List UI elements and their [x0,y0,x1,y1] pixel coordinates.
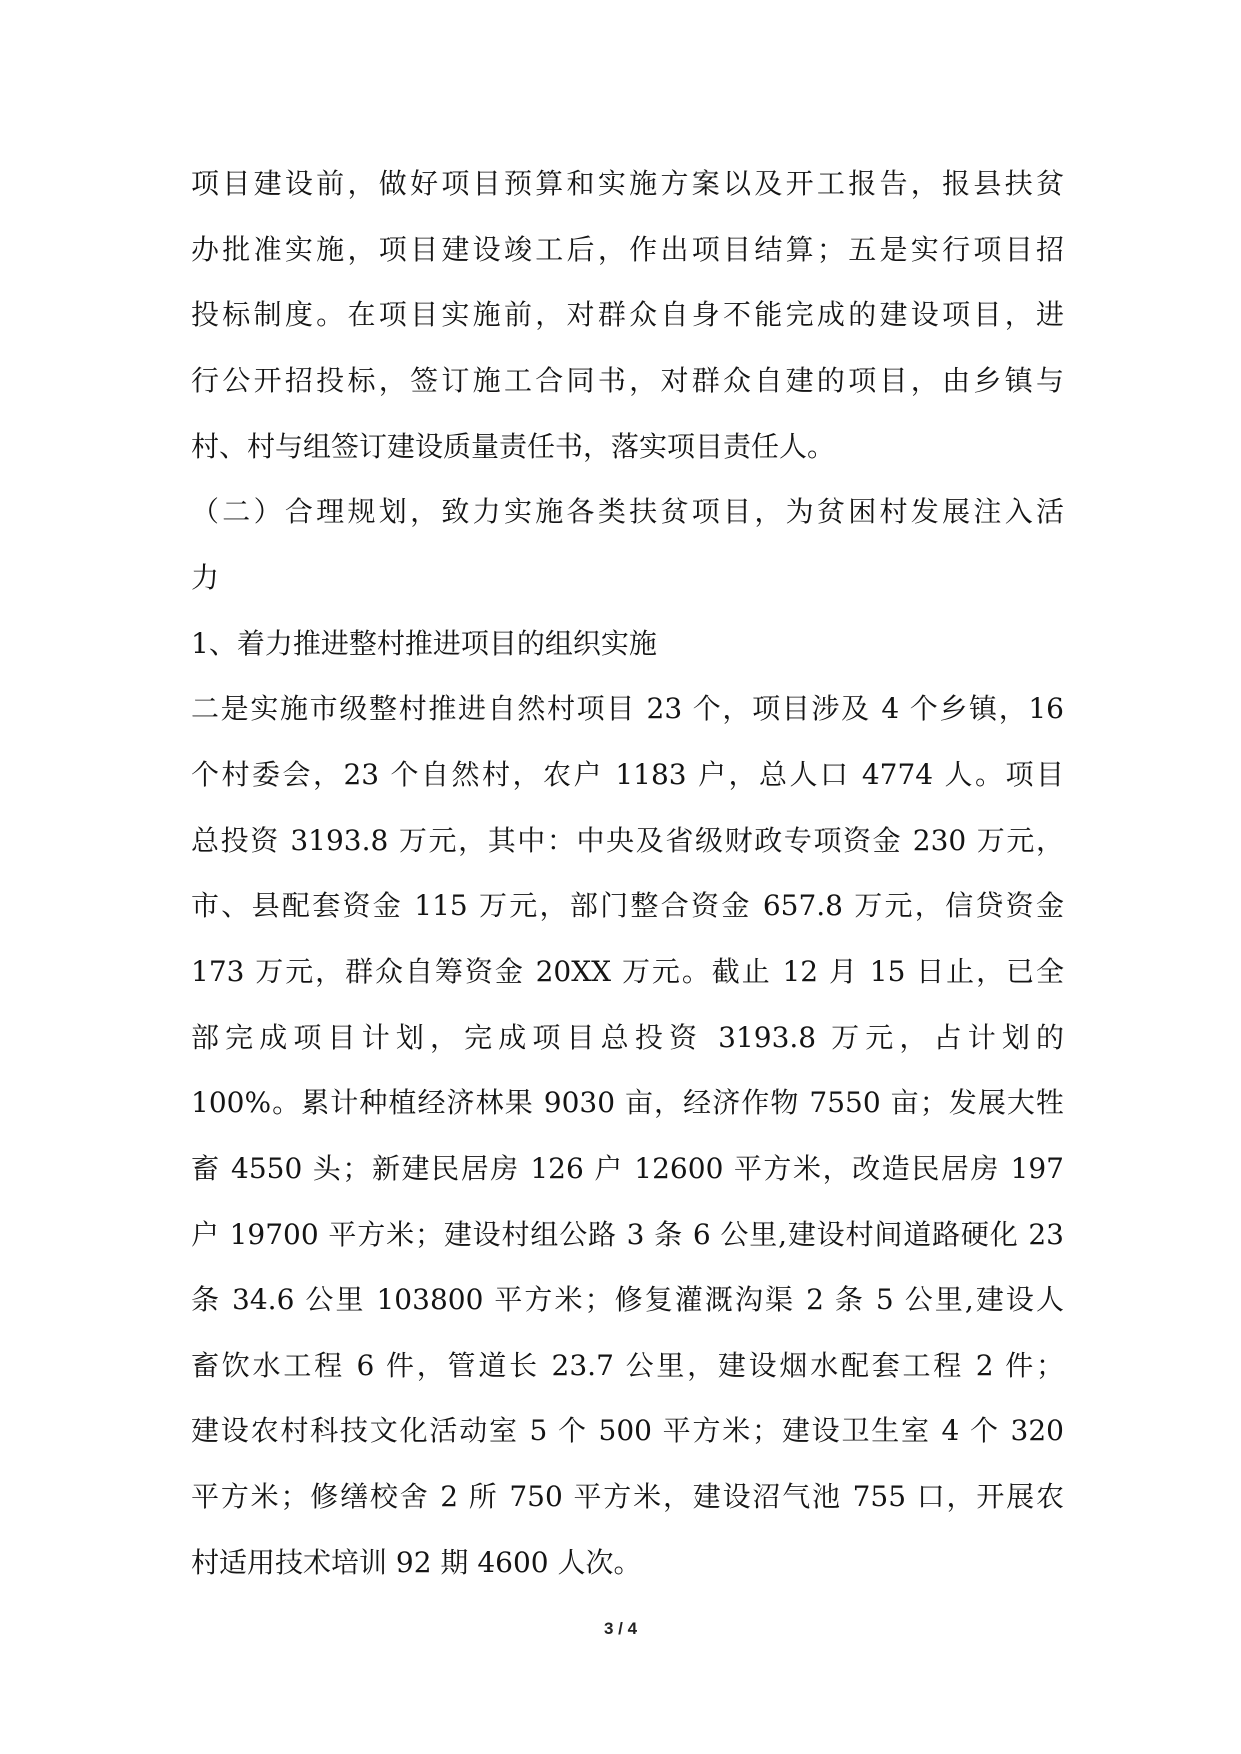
text-line: 户 19700 平方米；建设村组公路 3 条 6 公里,建设村间道路硬化 23 [191,1217,1064,1251]
text-line: 建设农村科技文化活动室 5 个 500 平方米；建设卫生室 4 个 320 [191,1414,1064,1448]
text-line: 二是实施市级整村推进自然村项目 23 个，项目涉及 4 个乡镇，16 [191,692,1064,726]
text-line: 畜 4550 头；新建民居房 126 户 12600 平方米，改造民居房 197 [191,1151,1064,1185]
paragraph [191,676,1064,1595]
text-line: 办批准实施，项目建设竣工后，作出项目结算；五是实行项目招 [191,232,1064,266]
text-line: 173 万元，群众自筹资金 20XX 万元。截止 12 月 15 日止，已全 [191,954,1064,988]
text-line: 投标制度。在项目实施前，对群众自身不能完成的建设项目，进 [191,298,1064,332]
text-line: 项目建设前，做好项目预算和实施方案以及开工报告，报县扶贫 [191,167,1064,200]
paragraph [191,151,1064,479]
heading-line: （二）合理规划，致力实施各类扶贫项目，为贫困村发展注入活 [191,495,1064,529]
text-line: 100%。累计种植经济林果 9030 亩，经济作物 7550 亩；发展大牲 [191,1086,1064,1120]
text-line: 条 34.6 公里 103800 平方米；修复灌溉沟渠 2 条 5 公里,建设人 [191,1283,1064,1317]
heading-line: 1、着力推进整村推进项目的组织实施 [191,626,657,660]
text-line: 部完成项目计划，完成项目总投资 3193.8 万元，占计划的 [191,1020,1064,1054]
page-number: 3 / 4 [603,1619,638,1638]
text-line: 平方米；修缮校舍 2 所 750 平方米，建设沼气池 755 口，开展农 [191,1480,1064,1514]
subsection-heading [191,611,1064,677]
heading-line: 力 [191,560,220,594]
text-line: 总投资 3193.8 万元，其中：中央及省级财政专项资金 230 万元， [191,823,1064,857]
text-line: 村适用技术培训 92 期 4600 人次。 [191,1545,642,1579]
body-text [191,151,1064,1595]
text-line: 市、县配套资金 115 万元，部门整合资金 657.8 万元，信贷资金 [191,889,1064,923]
section-heading [191,479,1064,610]
text-line: 畜饮水工程 6 件，管道长 23.7 公里，建设烟水配套工程 2 件； [191,1348,1064,1382]
text-line: 村、村与组签订建设质量责任书，落实项目责任人。 [191,429,836,463]
text-line: 行公开招投标，签订施工合同书，对群众自建的项目，由乡镇与 [191,363,1064,397]
text-line: 个村委会，23 个自然村，农户 1183 户，总人口 4774 人。项目 [191,757,1064,791]
